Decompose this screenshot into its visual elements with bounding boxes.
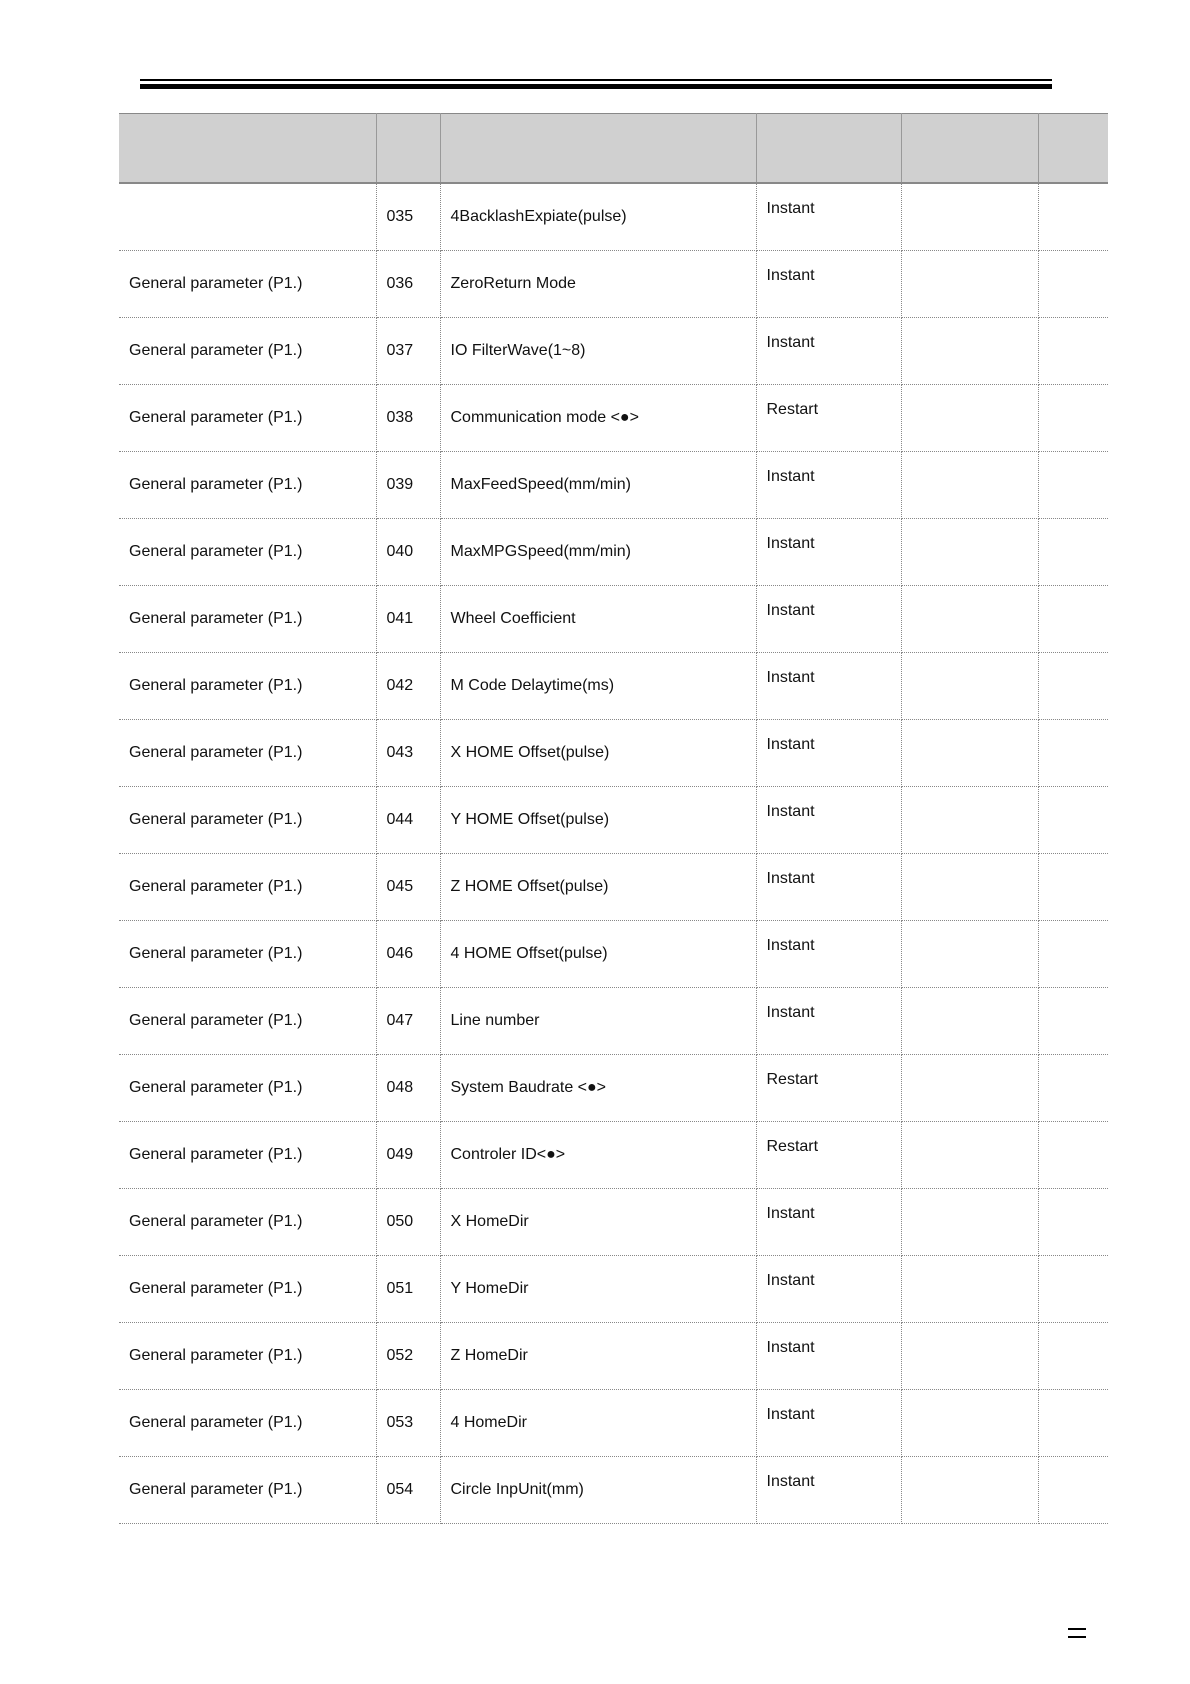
effect-cell: Instant <box>756 853 901 920</box>
header-cell-name <box>440 114 756 184</box>
table-body <box>119 183 1108 1523</box>
category-cell: General parameter (P1.) <box>119 853 376 920</box>
blank-cell <box>1038 1121 1108 1188</box>
name-cell: X HOME Offset(pulse) <box>440 719 756 786</box>
blank-cell <box>901 451 1038 518</box>
category-cell: General parameter (P1.) <box>119 1322 376 1389</box>
blank-cell <box>1038 317 1108 384</box>
blank-cell <box>1038 853 1108 920</box>
category-cell: General parameter (P1.) <box>119 652 376 719</box>
name-cell: Z HOME Offset(pulse) <box>440 853 756 920</box>
blank-cell <box>1038 1456 1108 1523</box>
category-cell: General parameter (P1.) <box>119 518 376 585</box>
category-cell: General parameter (P1.) <box>119 1054 376 1121</box>
category-cell: General parameter (P1.) <box>119 384 376 451</box>
table-row <box>119 987 1108 1054</box>
name-cell: Line number <box>440 987 756 1054</box>
blank-cell <box>1038 786 1108 853</box>
category-cell: General parameter (P1.) <box>119 1456 376 1523</box>
effect-cell: Instant <box>756 317 901 384</box>
header-rule-thick <box>140 84 1052 89</box>
effect-cell: Instant <box>756 1456 901 1523</box>
blank-cell <box>1038 987 1108 1054</box>
number-cell: 045 <box>376 853 440 920</box>
category-cell: General parameter (P1.) <box>119 1389 376 1456</box>
effect-cell: Restart <box>756 1054 901 1121</box>
number-cell: 053 <box>376 1389 440 1456</box>
category-cell: General parameter (P1.) <box>119 250 376 317</box>
blank-cell <box>1038 1188 1108 1255</box>
header-cell-category <box>119 114 376 184</box>
category-cell: General parameter (P1.) <box>119 1255 376 1322</box>
header-cell-blank-1 <box>901 114 1038 184</box>
blank-cell <box>1038 652 1108 719</box>
effect-cell: Instant <box>756 987 901 1054</box>
category-cell: General parameter (P1.) <box>119 451 376 518</box>
blank-cell <box>901 183 1038 250</box>
table-header-row <box>119 114 1108 184</box>
number-cell: 035 <box>376 183 440 250</box>
blank-cell <box>1038 920 1108 987</box>
effect-cell: Instant <box>756 652 901 719</box>
blank-cell <box>901 786 1038 853</box>
blank-cell <box>901 1322 1038 1389</box>
header-cell-effect <box>756 114 901 184</box>
blank-cell <box>901 384 1038 451</box>
table-row <box>119 920 1108 987</box>
table-row <box>119 1389 1108 1456</box>
category-cell: General parameter (P1.) <box>119 719 376 786</box>
name-cell: X HomeDir <box>440 1188 756 1255</box>
number-cell: 038 <box>376 384 440 451</box>
effect-cell: Instant <box>756 451 901 518</box>
table-row <box>119 317 1108 384</box>
category-cell: General parameter (P1.) <box>119 317 376 384</box>
table-row <box>119 1322 1108 1389</box>
category-cell: General parameter (P1.) <box>119 920 376 987</box>
number-cell: 052 <box>376 1322 440 1389</box>
name-cell: 4BacklashExpiate(pulse) <box>440 183 756 250</box>
name-cell: M Code Delaytime(ms) <box>440 652 756 719</box>
blank-cell <box>901 1188 1038 1255</box>
blank-cell <box>901 652 1038 719</box>
blank-cell <box>1038 518 1108 585</box>
name-cell: Z HomeDir <box>440 1322 756 1389</box>
effect-cell: Instant <box>756 1389 901 1456</box>
name-cell: MaxFeedSpeed(mm/min) <box>440 451 756 518</box>
table-row <box>119 384 1108 451</box>
name-cell: System Baudrate <●> <box>440 1054 756 1121</box>
blank-cell <box>901 250 1038 317</box>
number-cell: 048 <box>376 1054 440 1121</box>
page-number-marker <box>1068 1628 1086 1642</box>
effect-cell: Instant <box>756 250 901 317</box>
blank-cell <box>901 518 1038 585</box>
category-cell: General parameter (P1.) <box>119 987 376 1054</box>
blank-cell <box>1038 250 1108 317</box>
category-cell: General parameter (P1.) <box>119 786 376 853</box>
category-cell: General parameter (P1.) <box>119 1188 376 1255</box>
effect-cell: Instant <box>756 183 901 250</box>
blank-cell <box>901 585 1038 652</box>
table-row <box>119 451 1108 518</box>
table-row <box>119 585 1108 652</box>
blank-cell <box>1038 585 1108 652</box>
name-cell: Wheel Coefficient <box>440 585 756 652</box>
table-row <box>119 1188 1108 1255</box>
category-cell <box>119 183 376 250</box>
blank-cell <box>1038 183 1108 250</box>
number-cell: 040 <box>376 518 440 585</box>
effect-cell: Instant <box>756 1188 901 1255</box>
number-cell: 036 <box>376 250 440 317</box>
effect-cell: Instant <box>756 920 901 987</box>
blank-cell <box>901 987 1038 1054</box>
blank-cell <box>901 853 1038 920</box>
name-cell: 4 HomeDir <box>440 1389 756 1456</box>
blank-cell <box>901 719 1038 786</box>
blank-cell <box>1038 1322 1108 1389</box>
blank-cell <box>1038 1054 1108 1121</box>
blank-cell <box>901 1456 1038 1523</box>
number-cell: 039 <box>376 451 440 518</box>
category-cell: General parameter (P1.) <box>119 1121 376 1188</box>
table-row <box>119 1121 1108 1188</box>
name-cell: Y HomeDir <box>440 1255 756 1322</box>
name-cell: MaxMPGSpeed(mm/min) <box>440 518 756 585</box>
table-row <box>119 719 1108 786</box>
name-cell: Y HOME Offset(pulse) <box>440 786 756 853</box>
effect-cell: Instant <box>756 1322 901 1389</box>
number-cell: 044 <box>376 786 440 853</box>
blank-cell <box>1038 1255 1108 1322</box>
header-rule-thin <box>140 79 1052 81</box>
blank-cell <box>901 1054 1038 1121</box>
number-cell: 041 <box>376 585 440 652</box>
table-row <box>119 1456 1108 1523</box>
number-cell: 042 <box>376 652 440 719</box>
blank-cell <box>1038 384 1108 451</box>
number-cell: 046 <box>376 920 440 987</box>
effect-cell: Instant <box>756 1255 901 1322</box>
blank-cell <box>1038 451 1108 518</box>
name-cell: Circle InpUnit(mm) <box>440 1456 756 1523</box>
effect-cell: Instant <box>756 786 901 853</box>
number-cell: 049 <box>376 1121 440 1188</box>
category-cell: General parameter (P1.) <box>119 585 376 652</box>
effect-cell: Instant <box>756 585 901 652</box>
name-cell: 4 HOME Offset(pulse) <box>440 920 756 987</box>
blank-cell <box>901 920 1038 987</box>
blank-cell <box>901 317 1038 384</box>
table-row <box>119 853 1108 920</box>
blank-cell <box>1038 1389 1108 1456</box>
table-row <box>119 652 1108 719</box>
blank-cell <box>901 1255 1038 1322</box>
number-cell: 047 <box>376 987 440 1054</box>
table-row <box>119 1255 1108 1322</box>
name-cell: IO FilterWave(1~8) <box>440 317 756 384</box>
number-cell: 054 <box>376 1456 440 1523</box>
effect-cell: Restart <box>756 1121 901 1188</box>
table-row <box>119 518 1108 585</box>
effect-cell: Instant <box>756 518 901 585</box>
table-row <box>119 786 1108 853</box>
effect-cell: Restart <box>756 384 901 451</box>
header-cell-number <box>376 114 440 184</box>
number-cell: 037 <box>376 317 440 384</box>
table-row <box>119 1054 1108 1121</box>
name-cell: Communication mode <●> <box>440 384 756 451</box>
blank-cell <box>901 1121 1038 1188</box>
number-cell: 043 <box>376 719 440 786</box>
name-cell: Controler ID<●> <box>440 1121 756 1188</box>
header-cell-blank-2 <box>1038 114 1108 184</box>
number-cell: 050 <box>376 1188 440 1255</box>
name-cell: ZeroReturn Mode <box>440 250 756 317</box>
blank-cell <box>901 1389 1038 1456</box>
parameter-table <box>119 113 1108 1524</box>
blank-cell <box>1038 719 1108 786</box>
table-row <box>119 250 1108 317</box>
effect-cell: Instant <box>756 719 901 786</box>
number-cell: 051 <box>376 1255 440 1322</box>
table-row <box>119 183 1108 250</box>
